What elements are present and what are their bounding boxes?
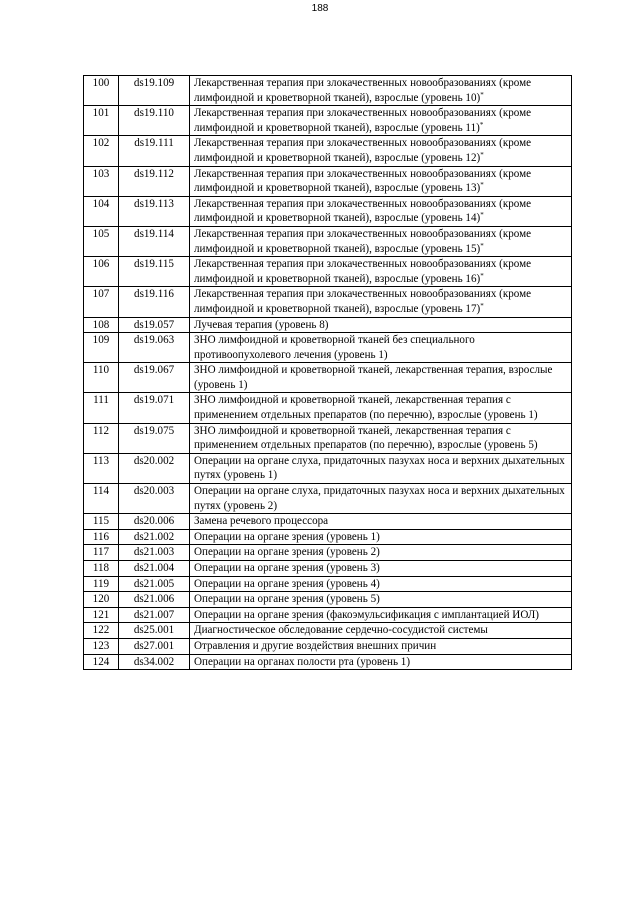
group-name-cell <box>190 545 572 561</box>
group-code: ds19.110 <box>119 106 190 136</box>
row-number: 111 <box>84 393 119 423</box>
group-name: Операции на органе зрения (факоэмульсификация с имплантацией ИОЛ) <box>194 608 539 621</box>
row-number: 122 <box>84 623 119 639</box>
row-number: 104 <box>84 196 119 226</box>
row-number: 110 <box>84 363 119 393</box>
table-row <box>84 423 572 453</box>
group-name-cell <box>190 166 572 196</box>
row-number: 108 <box>84 317 119 333</box>
table-body <box>84 76 572 670</box>
group-name-cell <box>190 363 572 393</box>
group-code: ds19.057 <box>119 317 190 333</box>
table-row <box>84 363 572 393</box>
group-name-cell <box>190 623 572 639</box>
group-name-cell <box>190 287 572 317</box>
group-name: Лекарственная терапия при злокачественных новообразованиях (кроме лимфоидной и кроветворной тканей), взрослые (уровень 14) <box>194 197 532 225</box>
group-name: Операции на органах полости рта (уровень 1) <box>194 655 411 668</box>
table-row <box>84 607 572 623</box>
group-name-cell <box>190 393 572 423</box>
group-code: ds19.116 <box>119 287 190 317</box>
group-code: ds21.004 <box>119 561 190 577</box>
group-name: Лекарственная терапия при злокачественных новообразованиях (кроме лимфоидной и кроветворной тканей), взрослые (уровень 13) <box>194 167 532 195</box>
table-row <box>84 106 572 136</box>
group-name: Лекарственная терапия при злокачественных новообразованиях (кроме лимфоидной и кроветворной тканей), взрослые (уровень 17) <box>194 288 532 315</box>
group-name: Лекарственная терапия при злокачественных новообразованиях (кроме лимфоидной и кроветворной тканей), взрослые (уровень 12) <box>194 137 532 164</box>
table-row <box>84 654 572 670</box>
clinical-groups-table <box>83 75 572 670</box>
group-name: Лекарственная терапия при злокачественных новообразованиях (кроме лимфоидной и кроветворной тканей), взрослые (уровень 10) <box>194 77 532 104</box>
table-row <box>84 561 572 577</box>
group-name: Операции на органе слуха, придаточных пазухах носа и верхних дыхательных путях (уровень 2) <box>194 485 565 512</box>
footnote-marker: * <box>480 241 484 250</box>
table-row <box>84 333 572 363</box>
row-number: 124 <box>84 654 119 670</box>
row-number: 112 <box>84 423 119 453</box>
row-number: 103 <box>84 166 119 196</box>
row-number: 107 <box>84 287 119 317</box>
group-code: ds34.002 <box>119 654 190 670</box>
group-name: Операции на органе зрения (уровень 2) <box>194 546 380 559</box>
table-row <box>84 514 572 530</box>
group-code: ds19.109 <box>119 76 190 106</box>
group-name: Лекарственная терапия при злокачественных новообразованиях (кроме лимфоидной и кроветворной тканей), взрослые (уровень 11) <box>194 107 532 134</box>
group-code: ds19.111 <box>119 136 190 166</box>
group-name-cell <box>190 654 572 670</box>
table-row <box>84 136 572 166</box>
footnote-marker: * <box>480 181 484 190</box>
row-number: 116 <box>84 529 119 545</box>
group-name-cell <box>190 76 572 106</box>
row-number: 100 <box>84 76 119 106</box>
footnote-marker: * <box>480 301 484 310</box>
group-name: Отравления и другие воздействия внешних причин <box>194 639 437 652</box>
page-number: 188 <box>311 3 329 14</box>
table-row <box>84 287 572 317</box>
group-code: ds20.003 <box>119 484 190 514</box>
group-name-cell <box>190 453 572 483</box>
group-code: ds25.001 <box>119 623 190 639</box>
table-row <box>84 576 572 592</box>
group-name: ЗНО лимфоидной и кроветворной тканей без специального противоопухолевого лечения (уровень 1) <box>194 334 475 361</box>
group-code: ds19.115 <box>119 257 190 287</box>
group-code: ds21.006 <box>119 592 190 608</box>
row-number: 114 <box>84 484 119 514</box>
group-name-cell <box>190 333 572 363</box>
group-code: ds19.114 <box>119 226 190 256</box>
row-number: 121 <box>84 607 119 623</box>
table-row <box>84 257 572 287</box>
group-code: ds19.112 <box>119 166 190 196</box>
group-name: Операции на органе слуха, придаточных пазухах носа и верхних дыхательных путях (уровень 1) <box>194 454 565 482</box>
group-name-cell <box>190 514 572 530</box>
footnote-marker: * <box>480 150 484 159</box>
table-row <box>84 76 572 106</box>
group-name-cell <box>190 607 572 623</box>
group-code: ds20.002 <box>119 453 190 483</box>
row-number: 118 <box>84 561 119 577</box>
group-name: Лучевая терапия (уровень 8) <box>194 318 329 331</box>
footnote-marker: * <box>480 211 484 220</box>
group-code: ds21.005 <box>119 576 190 592</box>
group-name-cell <box>190 484 572 514</box>
table-row <box>84 638 572 654</box>
group-code: ds19.075 <box>119 423 190 453</box>
group-name: Лекарственная терапия при злокачественных новообразованиях (кроме лимфоидной и кроветворной тканей), взрослые (уровень 15) <box>194 227 532 255</box>
group-name-cell <box>190 592 572 608</box>
group-code: ds19.063 <box>119 333 190 363</box>
group-name-cell <box>190 576 572 592</box>
table-row <box>84 545 572 561</box>
group-name: Диагностическое обследование сердечно-сосудистой системы <box>194 624 488 637</box>
row-number: 113 <box>84 453 119 483</box>
group-code: ds21.002 <box>119 529 190 545</box>
group-code: ds19.067 <box>119 363 190 393</box>
group-name-cell <box>190 561 572 577</box>
table-row <box>84 317 572 333</box>
group-name: ЗНО лимфоидной и кроветворной тканей, лекарственная терапия с применением отдельных препаратов (по перечню), взрослые (уровень 5) <box>194 424 538 452</box>
group-name-cell <box>190 423 572 453</box>
group-name: ЗНО лимфоидной и кроветворной тканей, лекарственная терапия с применением отдельных препаратов (по перечню), взрослые (уровень 1) <box>194 394 538 422</box>
group-name-cell <box>190 226 572 256</box>
row-number: 102 <box>84 136 119 166</box>
table-row <box>84 226 572 256</box>
row-number: 109 <box>84 333 119 363</box>
group-name: Операции на органе зрения (уровень 4) <box>194 577 380 590</box>
row-number: 119 <box>84 576 119 592</box>
group-code: ds21.007 <box>119 607 190 623</box>
table-row <box>84 529 572 545</box>
group-code: ds19.113 <box>119 196 190 226</box>
group-name-cell <box>190 196 572 226</box>
table-row <box>84 453 572 483</box>
footnote-marker: * <box>479 120 484 129</box>
group-name-cell <box>190 638 572 654</box>
group-name-cell <box>190 106 572 136</box>
group-name: ЗНО лимфоидной и кроветворной тканей, лекарственная терапия, взрослые (уровень 1) <box>194 364 553 391</box>
table-row <box>84 484 572 514</box>
group-name: Лекарственная терапия при злокачественных новообразованиях (кроме лимфоидной и кроветворной тканей), взрослые (уровень 16) <box>194 258 532 285</box>
group-code: ds19.071 <box>119 393 190 423</box>
row-number: 106 <box>84 257 119 287</box>
row-number: 105 <box>84 226 119 256</box>
table-row <box>84 393 572 423</box>
row-number: 101 <box>84 106 119 136</box>
group-name-cell <box>190 317 572 333</box>
group-code: ds27.001 <box>119 638 190 654</box>
table-row <box>84 196 572 226</box>
table-row <box>84 166 572 196</box>
row-number: 115 <box>84 514 119 530</box>
table-row <box>84 623 572 639</box>
group-name: Операции на органе зрения (уровень 1) <box>194 530 380 543</box>
group-code: ds20.006 <box>119 514 190 530</box>
group-name-cell <box>190 136 572 166</box>
group-code: ds21.003 <box>119 545 190 561</box>
footnote-marker: * <box>480 271 484 280</box>
group-name: Операции на органе зрения (уровень 3) <box>194 562 380 574</box>
row-number: 120 <box>84 592 119 608</box>
group-name-cell <box>190 529 572 545</box>
group-name: Операции на органе зрения (уровень 5) <box>194 593 380 606</box>
group-name-cell <box>190 257 572 287</box>
table-row <box>84 592 572 608</box>
group-name: Замена речевого процессора <box>194 515 329 528</box>
row-number: 117 <box>84 545 119 561</box>
footnote-marker: * <box>480 90 484 99</box>
row-number: 123 <box>84 638 119 654</box>
